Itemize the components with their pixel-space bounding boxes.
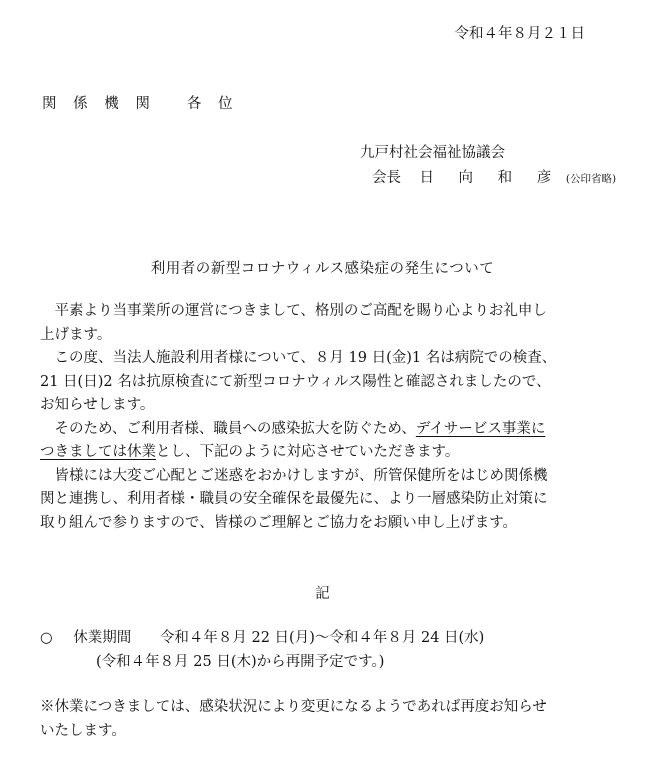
underlined-closure-text: デイサービス事業に [415, 420, 546, 437]
closure-period-item [40, 626, 484, 647]
document-title: 利用者の新型コロナウィルス感染症の発生について [150, 261, 495, 277]
body-line: 関と連携し、利用者様・職員の安全確保を最優先に、より一層感染防止対策に [40, 491, 548, 507]
addressee: 関 係 機 関 各 位 [42, 96, 239, 112]
document-date: 令和４年８月２１日 [454, 26, 585, 42]
footnote-line: いたします。 [40, 722, 126, 739]
body-line: 上げます。 [40, 326, 112, 343]
closure-period: 令和４年８月 22 日(月)～令和４年８月 24 日(水) [159, 630, 485, 646]
closure-label: 休業期間 [73, 630, 132, 646]
body-line: 平素より当事業所の運営につきまして、格別のご高配を賜り心よりお礼申し [54, 303, 547, 319]
body-line: そのため、ご利用者様、職員への感染拡大を防ぐため、デイサービス事業に [54, 420, 546, 437]
footnote-line: ※休業につきましては、感染状況により変更になるようであれば再度お知らせ [40, 699, 547, 715]
body-line: この度、当法人施設利用者様について、８月 19 日(金)1 名は病院での検査、 [54, 350, 557, 366]
body-line: 皆様には大変ご心配とご迷惑をおかけしますが、所管保健所をはじめ関係機 [54, 467, 548, 484]
bullet-icon: ○ [40, 630, 53, 646]
body-line: 取り組んで参りますので、皆様のご理解とご協力をお願い申し上げます。 [40, 514, 518, 531]
seal-note: (公印省略) [565, 173, 617, 185]
sender-position: 会長 [372, 170, 401, 186]
body-line: お知らせします。 [40, 397, 155, 413]
ki-heading: 記 [315, 586, 330, 602]
sender-line [372, 166, 616, 187]
footnote [40, 696, 547, 743]
body-text [40, 300, 600, 535]
resume-note: (令和４年８月 25 日(木)から再開予定です。) [96, 654, 385, 670]
sender-name: 日 向 和 彦 [419, 170, 562, 186]
underlined-closure-text: つきましては休業 [40, 444, 156, 460]
body-line: つきましては休業とし、下記のように対応させていただきます。 [40, 444, 460, 460]
sender-organization: 九戸村社会福祉協議会 [360, 145, 505, 161]
body-line: 21 日(日)2 名は抗原検査にて新型コロナウィルス陽性と確認されましたので、 [40, 373, 551, 390]
